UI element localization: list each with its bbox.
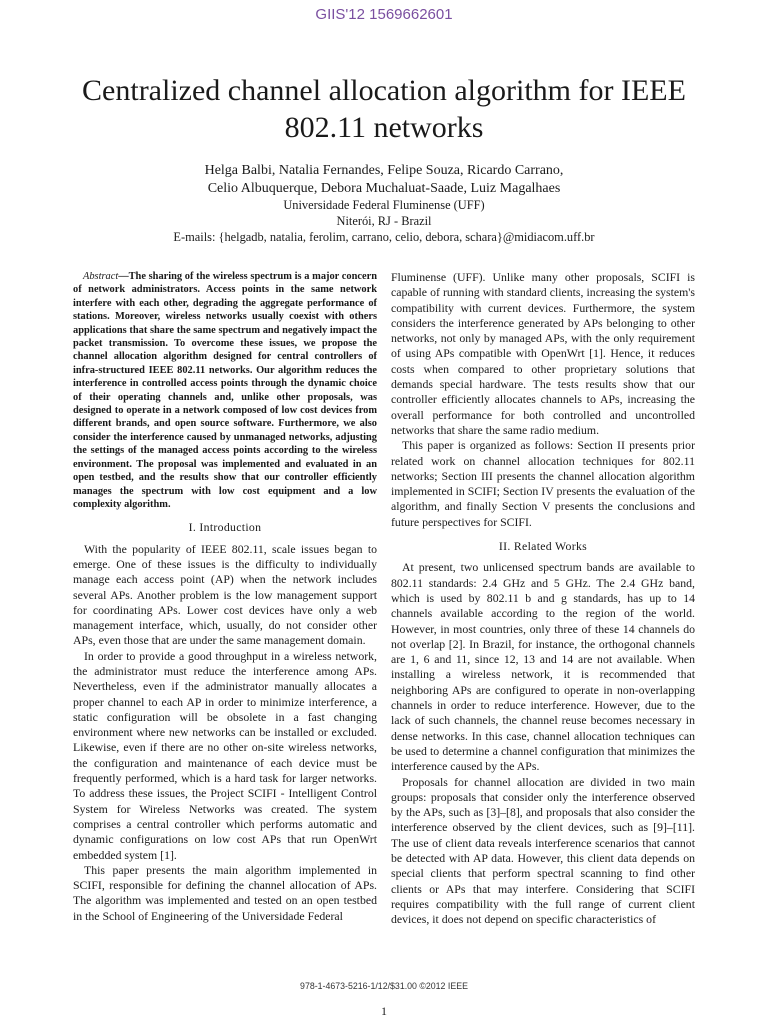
affiliation [60, 197, 708, 245]
emails: E-mails: {helgadb, natalia, ferolim, carrano, celio, debora, schara}@midiacom.uff.br [173, 230, 595, 244]
section-heading-related-works: II. Related Works [498, 539, 588, 554]
university: Universidade Federal Fluminense (UFF) [283, 198, 485, 212]
related-paragraph-1: At present, two unlicensed spectrum bands are available to 802.11 standards: 2.4 GHz and 5 GHz. The 2.4 GHz band, which is used by 802.11 b and g standards, has up to 14 channels available according to the region of the world. However, in most countries, only three of these 14 channels do not overlap [2]. In Brazil, for instance, the orthogonal channels are 1, 6 and 11, since 12, 13 and 14 are not available. When installing a wireless network, it is recommended that neighboring APs are configured to operate in non-overlapping channels in order to reduce interference. However, due to the lack of such channels, the channel reuse becomes necessary in dense networks. In this case, channel allocation techniques can be used to determine a channel configuration that minimizes the interference caused by the APs. [391, 560, 695, 774]
left-column [73, 270, 377, 924]
section-heading-introduction: I. Introduction [188, 520, 262, 535]
intro-paragraph-1: With the popularity of IEEE 802.11, scale issues began to emerge. One of these issues is the difficulty to individually manage each access point (AP) when the network includes several APs. Another problem is the low management support for coordinating APs. Lower cost devices have only a web management interface, which, usually, do not consider other APs, even those that are under the same management domain. [73, 541, 377, 648]
intro-paragraph-2: In order to provide a good throughput in a wireless network, the administrator must reduce the interference among APs. Nevertheless, even if the administrator manually allocates a proper channel to each AP in order to minimize interference, a static configuration will be obsolete in a fast changing environment where new networks can be installed or excluded. Likewise, even if there are no other on-site wireless networks, the configuration and maintenance of each device must be frequently performed, which is a hard task for larger networks. To address these issues, the Project SCIFI - Intelligent Control System for Wireless Networks was created. The system comprises a central controller which performs automatic and dynamic configurations on low cost APs that run OpenWrt embedded system [1]. [73, 648, 377, 862]
page-number: 1 [381, 1004, 387, 1018]
paper-title: Centralized channel allocation algorithm for IEEE 802.11 networks [82, 74, 686, 144]
abstract-label: Abstract [83, 271, 119, 282]
abstract [73, 270, 377, 511]
right-column [391, 270, 695, 927]
author-line-2: Celio Albuquerque, Debora Muchaluat-Saade, Luiz Magalhaes [207, 181, 561, 196]
copyright-footer: 978-1-4673-5216-1/12/$31.00 ©2012 IEEE [300, 981, 468, 991]
location: Niterói, RJ - Brazil [336, 214, 432, 228]
intro-paragraph-3-continued: Fluminense (UFF). Unlike many other proposals, SCIFI is capable of running with standard clients, increasing the system's compatibility with current devices. Furthermore, the system considers the interference generated by APs belonging to other networks, not only by managed APs, with the only requirement of using APs compatible with OpenWrt [1]. Hence, it reduces costs when compared to other proprietary solutions that demands special hardware. The tests results show that our controller efficiently allocates channels to APs, increasing the overall performance for both controlled and uncontrolled networks that share the same radio medium. [391, 270, 695, 437]
conference-stamp: GIIS'12 1569662601 [315, 6, 453, 23]
abstract-text: —The sharing of the wireless spectrum is a major concern of network administrators. Access points in the same network interfere with each other, degrading the aggregate performance of stations. Moreover, wireless networks usually coexist with others applications that share the same spectrum and negatively impact the packet transmission. To overcome these issues, we propose the channel allocation algorithm designed for central controllers of infra-structured IEEE 802.11 networks. Our algorithm reduces the interference in controlled access points through the dynamic choice of their operating channels and, unlike other proposals, was designed to operate in a network composed of low cost devices from different brands, and open source software. Furthermore, we also consider the interference caused by unmanaged networks, adjusting the settings of the managed access points according to the wireless environment. The proposal was implemented and evaluated in an open testbed, and the results show that our controller efficiently manages the spectrum with low cost equipment and a low complexity algorithm. [73, 271, 377, 510]
related-paragraph-2: Proposals for channel allocation are divided in two main groups: proposals that consider only the interference observed by the APs, such as [3]–[8], and proposals that also consider the interference observed by the client devices, such as [9]–[11]. The use of client data reveals interference scenarios that cannot be detected with AP data. However, this client data depends on special clients that perform spectral scanning to find other clients or APs that may interfere. Considering that SCIFI requires compatibility with the full range of current client devices, it does not depend on specific characteristics of [391, 774, 695, 927]
intro-paragraph-4: This paper is organized as follows: Section II presents prior related work on channel allocation techniques for 802.11 networks; Section III presents the channel allocation algorithm implemented in SCIFI; Section IV presents the evaluation of the algorithm, and finally Section V presents the conclusions and future perspectives for SCIFI. [391, 438, 695, 529]
intro-paragraph-3: This paper presents the main algorithm implemented in SCIFI, responsible for defining the channel allocation of APs. The algorithm was implemented and tested on an open testbed in the School of Engineering of the Universidade Federal [73, 862, 377, 923]
author-line-1: Helga Balbi, Natalia Fernandes, Felipe Souza, Ricardo Carrano, [204, 163, 564, 178]
author-list [60, 162, 708, 198]
